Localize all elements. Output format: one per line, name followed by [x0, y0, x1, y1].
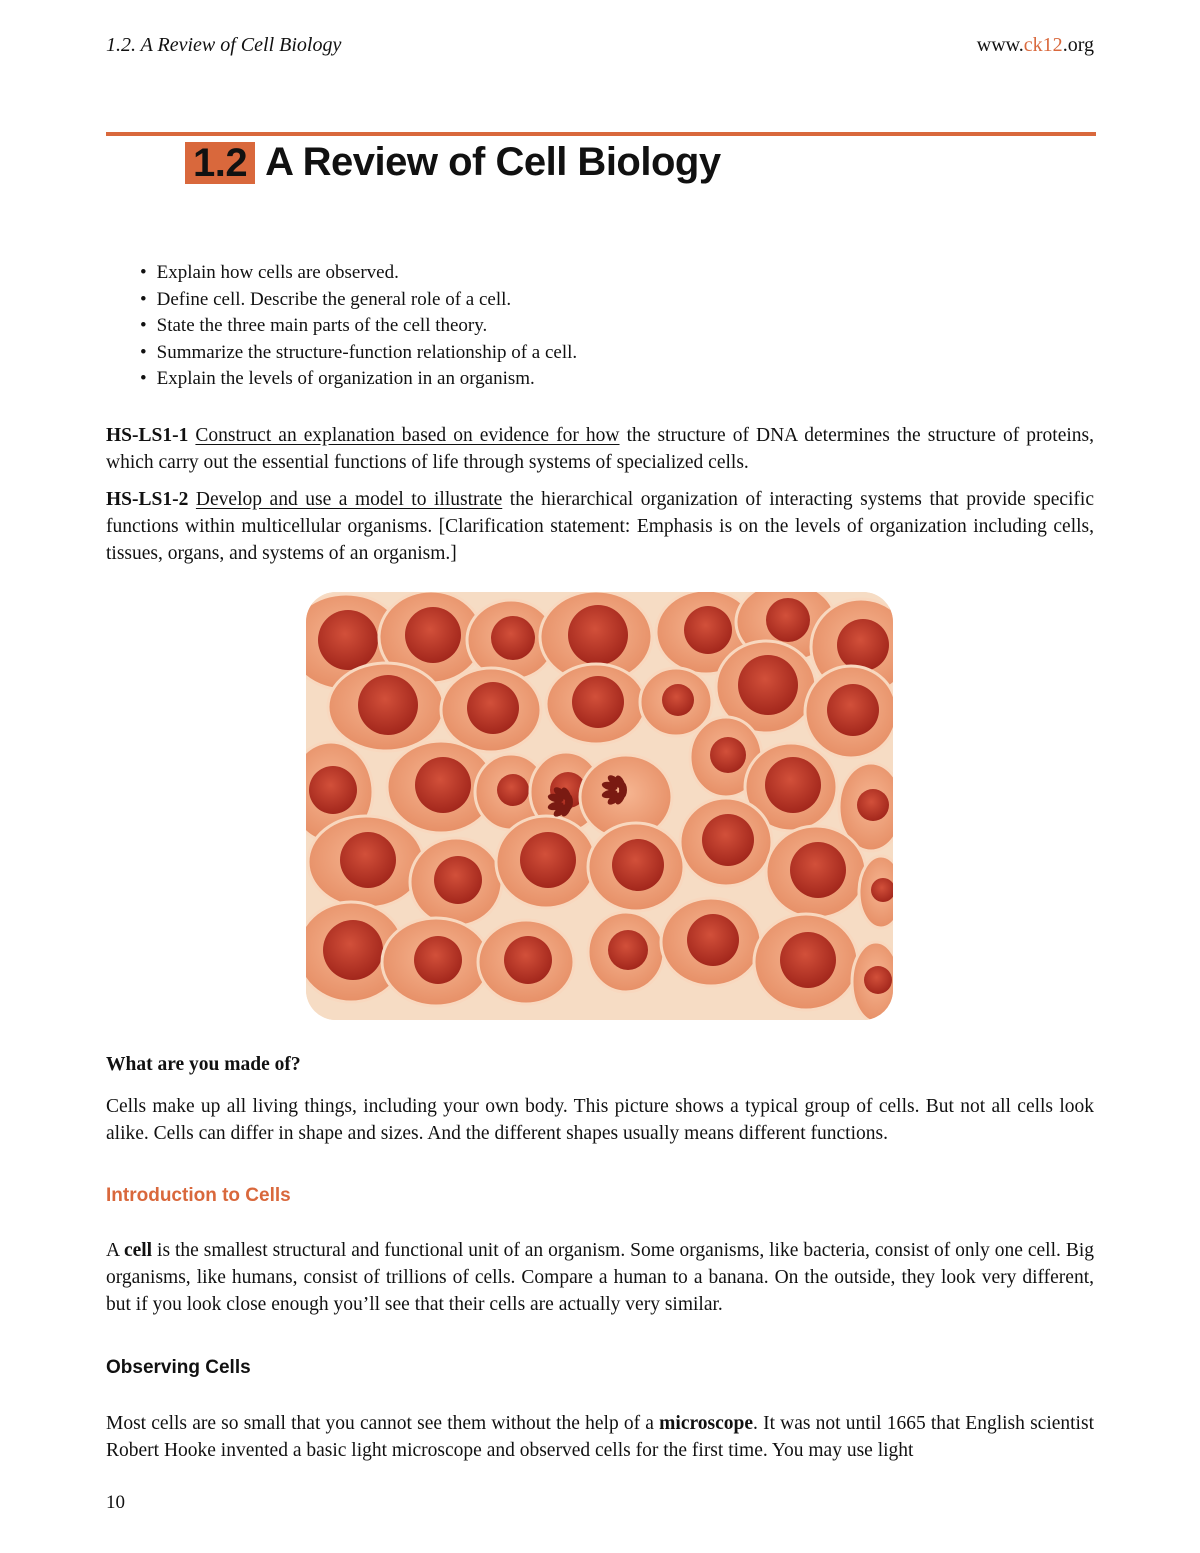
cell-nucleus	[662, 684, 694, 716]
section-title-text: A Review of Cell Biology	[265, 140, 721, 184]
cell-nucleus	[765, 757, 821, 813]
standard-text: the hierarchical organization of interacting systems that provide specific functions within multicellular organisms. [Clarification statement: Emphasis is on the levels of organization including cells, tissues, organs, and systems of an organism.]	[106, 489, 1094, 564]
intro-heading: Introduction to Cells	[106, 1185, 291, 1206]
standard-practice: Develop and use a model to illustrate	[195, 489, 503, 510]
cell-nucleus	[864, 966, 892, 994]
cell-nucleus	[738, 655, 798, 715]
cell-nucleus	[687, 914, 739, 966]
cell-nucleus	[790, 842, 846, 898]
cell-nucleus	[467, 682, 519, 734]
cell-nucleus	[318, 610, 378, 670]
standard-hs-ls1-2	[106, 486, 1094, 567]
cell-nucleus	[684, 606, 732, 654]
section-number: 1.2	[185, 142, 255, 184]
cell-nucleus	[434, 856, 482, 904]
cell-nucleus	[358, 675, 418, 735]
url-brand: ck12	[1023, 34, 1063, 56]
cell-nucleus	[837, 619, 889, 671]
cell-nucleus	[414, 936, 462, 984]
observing-paragraph	[106, 1410, 1094, 1464]
objective-item: • Explain how cells are observed.	[140, 260, 577, 287]
observing-heading: Observing Cells	[106, 1357, 251, 1378]
cell-nucleus	[309, 766, 357, 814]
cell-nucleus	[504, 936, 552, 984]
running-header-url[interactable]	[977, 34, 1094, 57]
term-cell: cell	[123, 1240, 153, 1261]
cell-nucleus	[415, 757, 471, 813]
intro-text: A	[106, 1240, 124, 1261]
cell-nucleus	[612, 839, 664, 891]
objective-item: • State the three main parts of the cell theory.	[140, 313, 577, 340]
standard-practice: Construct an explanation based on evidence for how	[195, 425, 620, 446]
url-suffix: .org	[1062, 34, 1094, 56]
cell-nucleus	[780, 932, 836, 988]
observing-text: . It was not until 1665 that English scientist Robert Hooke invented a basic light microscope and observed cells for the first time. You may use light	[106, 1413, 1094, 1461]
cells-micrograph	[306, 592, 893, 1020]
standard-hs-ls1-1	[106, 422, 1094, 476]
running-header	[106, 34, 1094, 57]
question-paragraph: Cells make up all living things, including your own body. This picture shows a typical group of cells. But not all cells look alike. Cells can differ in shape and sizes. And the different shapes usually means different functions.	[106, 1096, 1094, 1144]
objective-item: • Summarize the structure-function relationship of a cell.	[140, 340, 577, 367]
question-heading: What are you made of?	[106, 1054, 301, 1075]
objective-item: • Explain the levels of organization in an organism.	[140, 366, 577, 393]
objective-item: • Define cell. Describe the general role of a cell.	[140, 287, 577, 314]
running-header-chapter: 1.2. A Review of Cell Biology	[106, 34, 342, 56]
cell-nucleus	[857, 789, 889, 821]
section-rule	[106, 132, 1096, 136]
cell-nucleus	[572, 676, 624, 728]
standard-text: the structure of DNA determines the structure of proteins, which carry out the essential functions of life through systems of specialized cells.	[106, 425, 1094, 473]
intro-paragraph	[106, 1237, 1094, 1318]
page-number: 10	[106, 1492, 125, 1513]
cell-nucleus	[491, 616, 535, 660]
cell-nucleus	[766, 598, 810, 642]
cell-nucleus	[340, 832, 396, 888]
cell-nucleus	[405, 607, 461, 663]
cell-nucleus	[710, 737, 746, 773]
cells-micrograph-illustration	[306, 592, 893, 1020]
observing-text: Most cells are so small that you cannot see them without the help of a	[106, 1413, 660, 1434]
cell-nucleus	[827, 684, 879, 736]
url-prefix: www.	[976, 34, 1024, 56]
cell-nucleus	[497, 774, 529, 806]
cell-nucleus	[608, 930, 648, 970]
objectives-list	[140, 260, 577, 393]
cell-nucleus	[702, 814, 754, 866]
cell-nucleus	[323, 920, 383, 980]
term-microscope: microscope	[659, 1413, 754, 1434]
section-title	[185, 140, 721, 185]
cell-nucleus	[520, 832, 576, 888]
standard-code: HS-LS1-1	[106, 425, 189, 446]
cell-nucleus	[568, 605, 628, 665]
intro-text: is the smallest structural and functional unit of an organism. Some organisms, like bacteria, consist of only one cell. Big organisms, like humans, consist of trillions of cells. Compare a human to a banana. On the outside, they look very different, but if you look close enough you’ll see that their cells are actually very similar.	[106, 1240, 1094, 1315]
standard-code: HS-LS1-2	[106, 489, 189, 510]
